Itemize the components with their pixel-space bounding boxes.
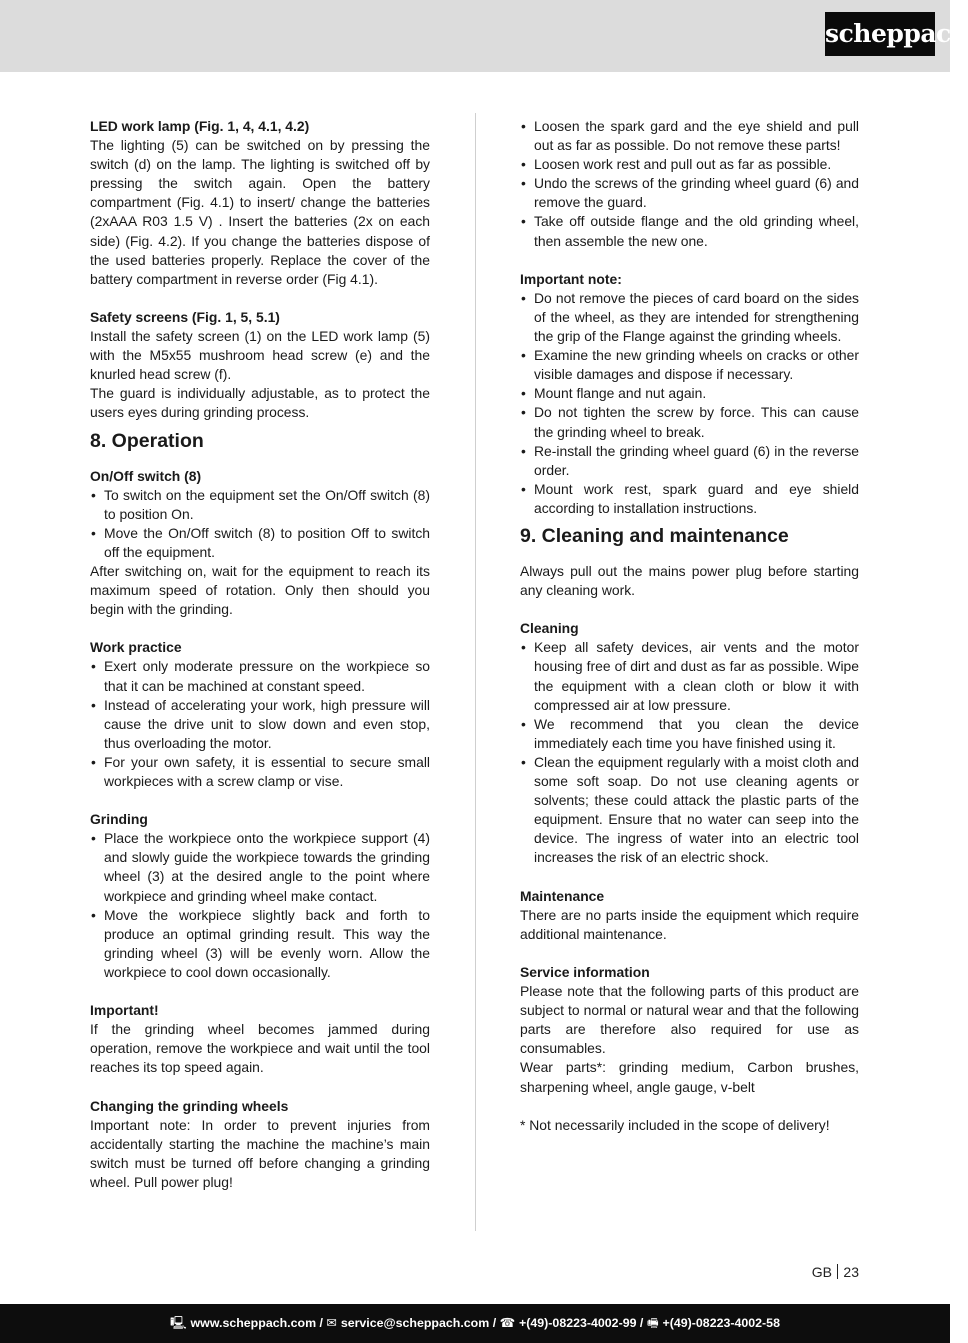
page-header (0, 0, 968, 72)
list-item: • Loosen work rest and pull out as far as possible. (520, 155, 859, 174)
list-item: • Move the workpiece slightly back and forth to produce an optimal grinding result. This way the grinding wheel (3) will be evenly worn. Allow the workpiece to cool down occasionally. (90, 906, 430, 982)
maintenance-text: There are no parts inside the equipment which require additional maintenance. (520, 906, 859, 942)
page-separator (837, 1264, 839, 1279)
right-column (520, 117, 859, 1135)
note-heading: Important note: (520, 270, 622, 287)
service-footnote: * Not necessarily included in the scope of delivery! (520, 1116, 830, 1133)
left-column (90, 117, 430, 1192)
list-item: • For your own safety, it is essential to secure small workpieces with a screw clamp or vise. (90, 753, 430, 791)
phone-icon: ☎ (499, 1316, 516, 1330)
service-text-1: Please note that the following parts of this product are subject to normal or natural wear and that the following parts are therefore also required for use as consumables. (520, 983, 859, 1057)
list-item: • Place the workpiece onto the workpiece support (4) and slowly guide the workpiece towards the grinding wheel (3) at the desired angle to the point where workpiece and grinding wheel make contact. (90, 829, 430, 905)
list-item: • Keep all safety devices, air vents and the motor housing free of dirt and dust as far as possible. Wipe the equipment with a clean cloth or blow it with compressed air at low pressure. (520, 638, 859, 714)
important-heading: Important! (90, 1002, 159, 1019)
page-lang: GB (811, 1264, 832, 1280)
led-heading: LED work lamp (Fig. 1, 4, 4.1, 4.2) (90, 118, 310, 134)
mail-icon: ✉ (326, 1316, 337, 1330)
footer-web[interactable]: www.scheppach.com (190, 1316, 317, 1330)
onoff-text: After switching on, wait for the equipment to reach its maximum speed of rotation. Only then should you begin with the grinding. (90, 562, 430, 618)
screens-text-1: Install the safety screen (1) on the LED work lamp (5) with the M5x55 mushroom head screw (e) and the knurled head screw (f). (90, 328, 430, 383)
computer-icon: 🖳 (170, 1316, 187, 1330)
led-text: The lighting (5) can be switched on by pressing the switch (d) on the lamp. The lighting is switched off by pressing the switch again. Open the battery compartment (Fig. 4.1) to insert/ change the batteries (2xAAA R03 1.5 V) . Insert the batteries (2x on each side) (Fig. 4.2). If you change the batteries dispose of the used batteries properly. Replace the cover of the battery compartment in reverse order (Fig 4.1). (90, 137, 430, 287)
cleaning-heading: Cleaning (520, 620, 579, 637)
column-divider (475, 113, 476, 1231)
page-number (812, 1264, 859, 1280)
changing-text: Important note: In order to prevent injuries from accidentally starting the machine the machine’s main switch must be turned off before changing a grinding wheel. Pull power plug! (90, 1116, 430, 1190)
service-heading: Service information (520, 963, 650, 980)
list-item: • We recommend that you clean the device immediately each time you have finished using it. (520, 715, 859, 753)
grinding-list (90, 829, 430, 982)
list-item: • To switch on the equipment set the On/Off switch (8) to position On. (90, 486, 430, 524)
list-item: • Exert only moderate pressure on the workpiece so that it can be machined at constant speed. (90, 657, 430, 695)
list-item: • Do not tighten the screw by force. This can cause the grinding wheel to break. (520, 403, 859, 441)
section-title-cleaning: 9. Cleaning and maintenance (520, 524, 789, 547)
screens-text-2: The guard is individually adjustable, as to protect the users eyes during grinding process. (90, 385, 430, 421)
grinding-heading: Grinding (90, 811, 148, 828)
list-item: • Take off outside flange and the old grinding wheel, then assemble the new one. (520, 212, 859, 250)
important-text: If the grinding wheel becomes jammed during operation, remove the workpiece and wait until the tool reaches its top speed again. (90, 1021, 430, 1076)
work-list (90, 657, 430, 791)
service-text-2: Wear parts*: grinding medium, Carbon brushes, sharpening wheel, angle gauge, v-belt (520, 1059, 859, 1095)
fax-icon: 🖷 (646, 1316, 659, 1330)
work-heading: Work practice (90, 639, 182, 656)
list-item: • Instead of accelerating your work, high pressure will cause the drive unit to slow down and even stop, thus overloading the motor. (90, 696, 430, 753)
onoff-list (90, 486, 430, 562)
changing-heading: Changing the grinding wheels (90, 1097, 289, 1114)
footer-fax: +(49)-08223-4002-58 (662, 1316, 780, 1330)
section-title-operation: 8. Operation (90, 429, 204, 452)
list-item: • Undo the screws of the grinding wheel guard (6) and remove the guard. (520, 174, 859, 212)
list-item: • Mount work rest, spark guard and eye shield according to installation instructions. (520, 480, 859, 518)
cleaning-intro: Always pull out the mains power plug before starting any cleaning work. (520, 562, 859, 599)
footer-email[interactable]: service@scheppach.com (340, 1316, 490, 1330)
list-item: • Do not remove the pieces of card board on the sides of the wheel, as they are intended for strengthening the grip of the Flange against the grinding wheels. (520, 289, 859, 346)
page-footer: 🖳 www.scheppach.com / ✉ service@scheppach.com / ☎ +(49)-08223-4002-99 / 🖷 +(49)-08223-4002-58 (0, 1304, 950, 1343)
footer-phone: +(49)-08223-4002-99 (519, 1316, 637, 1330)
cleaning-list (520, 638, 859, 867)
list-item: • Move the On/Off switch (8) to position Off to switch off the equipment. (90, 524, 430, 562)
maintenance-heading: Maintenance (520, 887, 605, 904)
screens-heading: Safety screens (Fig. 1, 5, 5.1) (90, 308, 280, 325)
page-num: 23 (843, 1264, 859, 1280)
onoff-heading: On/Off switch (8) (90, 467, 202, 484)
list-item: • Mount flange and nut again. (520, 384, 859, 403)
list-item: • Clean the equipment regularly with a moist cloth and some soft soap. Do not use cleaning agents or solvents; these could attack the plastic parts of the equipment. Ensure that no water can seep into the device. The ingress of water into an electric tool increases the risk of an electric shock. (520, 753, 859, 868)
change-steps-list (520, 117, 859, 251)
list-item: • Re-install the grinding wheel guard (6) in the reverse order. (520, 442, 859, 480)
list-item: • Loosen the spark gard and the eye shield and pull out as far as possible. Do not remove these parts! (520, 117, 859, 155)
list-item: • Examine the new grinding wheels on cracks or other visible damages and dispose if necessary. (520, 346, 859, 384)
brand-logo: scheppach (825, 12, 935, 56)
note-list (520, 289, 859, 518)
